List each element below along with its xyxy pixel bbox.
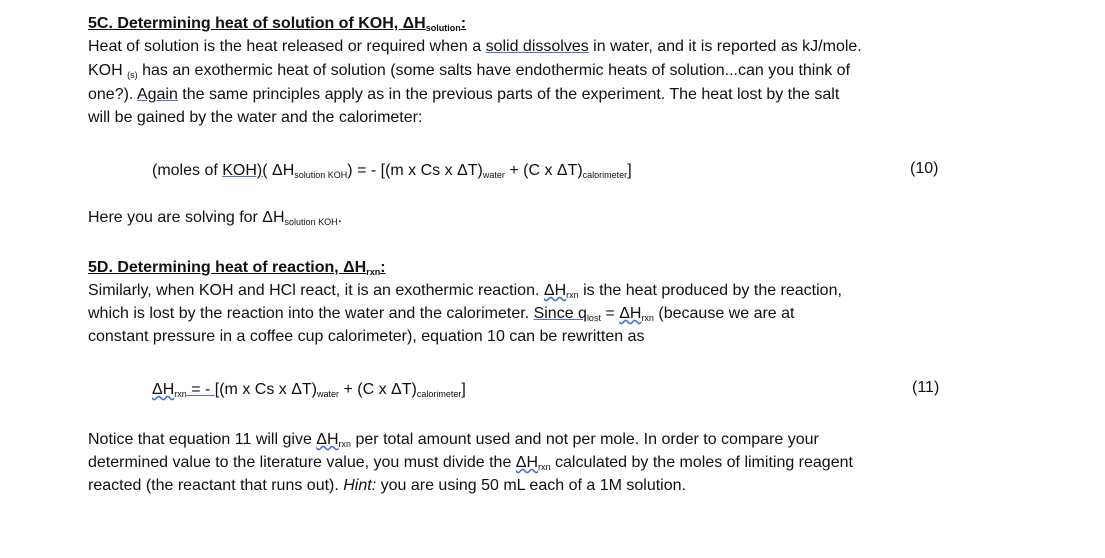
paragraph-line: which is lost by the reaction into the water and the calorimeter. Since $q_{lost} = \Delta H_{rxn}$ (because we are at: [88, 305, 795, 323]
section-5c-heading: 5C. Determining heat of solution of KOH, $\Delta H_{solution}$:: [88, 15, 467, 33]
equation-10: (moles of KOH)( $\Delta H_{solution KOH}$) = - [(m x Cs x $\Delta T)_{water} + (C$ x $\Delta T)_{calorimeter}$]: [152, 162, 632, 180]
paragraph-line: one?). Again the same principles apply as in the previous parts of the experiment. The heat lost by the salt: [88, 86, 840, 103]
paragraph-line: constant pressure in a coffee cup calorimeter), equation 10 can be rewritten as: [88, 328, 645, 345]
paragraph-line: will be gained by the water and the calorimeter:: [88, 109, 423, 126]
paragraph-line: determined value to the literature value, you must divide the $\Delta H_{rxn}$ calculated by the moles of limiting reagent: [88, 454, 853, 472]
paragraph-line: KOH $_{(s)}$ has an exothermic heat of solution (some salts have endothermic heats of solution...can you think of: [88, 62, 851, 80]
paragraph-line: Similarly, when KOH and HCl react, it is an exothermic reaction. $\Delta H_{rxn}$ is the heat produced by the reaction,: [88, 282, 842, 300]
section-5d-heading: 5D. Determining heat of reaction, $\Delta H_{rxn}$:: [88, 259, 386, 277]
paragraph-line: Notice that equation 11 will give $\Delta H_{rxn}$ per total amount used and not per mole. In order to compare your: [88, 431, 819, 449]
equation-number-10: (10): [910, 160, 939, 177]
solve-for-line: Here you are solving for $\Delta H_{solution KOH}$.: [88, 209, 343, 227]
equation-11: $\Delta H_{rxn}$ = - [(m x Cs x $\Delta T)_{water} + (C$ x $\Delta T)_{calorimeter}$]: [152, 381, 466, 399]
paragraph-line: reacted (the reactant that runs out). Hint: you are using 50 mL each of a 1M solution.: [88, 477, 686, 494]
equation-number-11: (11): [912, 379, 940, 396]
paragraph-line: Heat of solution is the heat released or required when a solid dissolves in water, and it is reported as kJ/mole.: [88, 38, 862, 55]
